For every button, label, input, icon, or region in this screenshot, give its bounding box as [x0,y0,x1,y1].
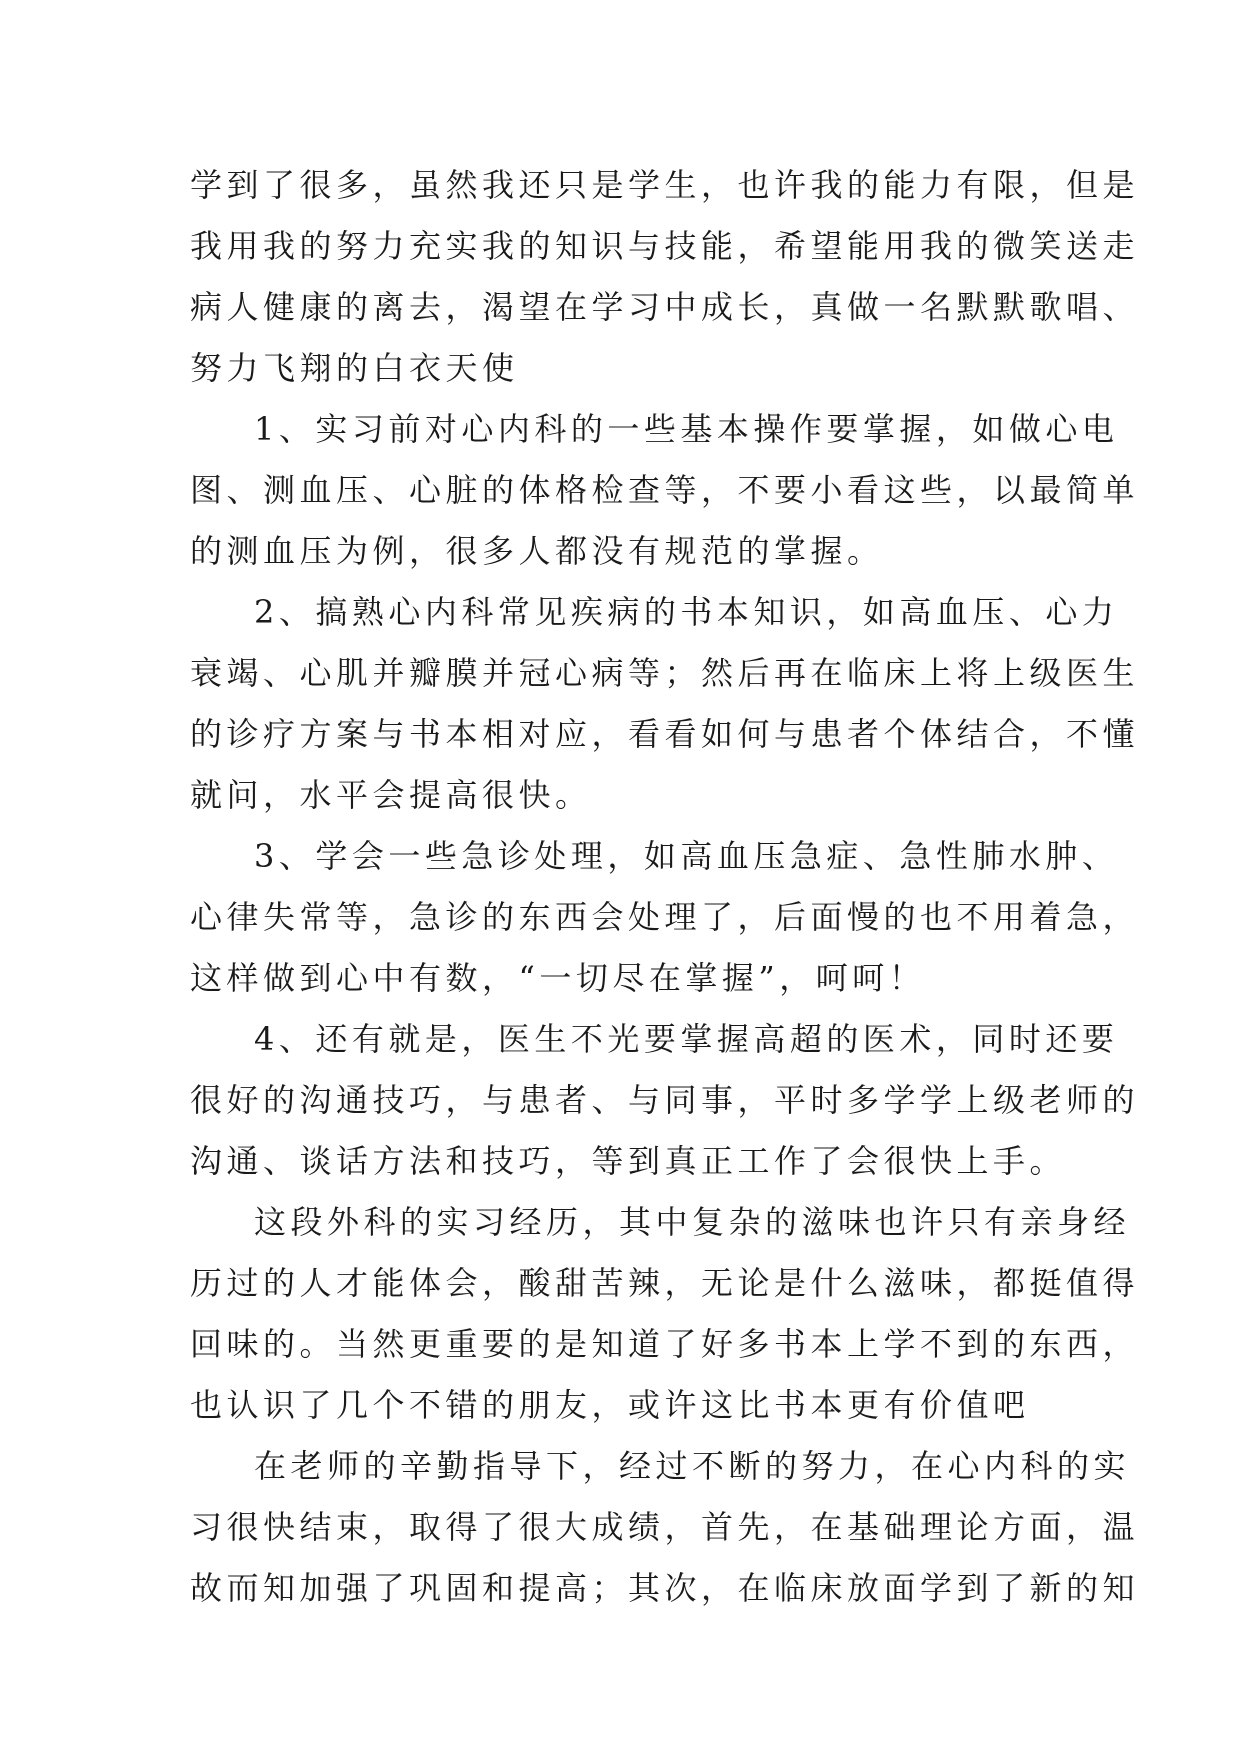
text-line: 沟通、谈话方法和技巧，等到真正工作了会很快上手。 [190,1142,1067,1180]
text-line: 故而知加强了巩固和提高；其次，在临床放面学到了新的知 [190,1569,1140,1607]
text-line: 回味的。当然更重要的是知道了好多书本上学不到的东西， [190,1325,1140,1363]
paragraph-first-line: 在老师的辛勤指导下，经过不断的努力，在心内科的实 [254,1447,1131,1485]
text-line: 图、测血压、心脏的体格检查等，不要小看这些，以最简单 [190,471,1140,509]
text-line: 心律失常等，急诊的东西会处理了，后面慢的也不用着急， [190,898,1140,936]
text-line: 就问，水平会提高很快。 [190,776,592,814]
text-line: 历过的人才能体会，酸甜苦辣，无论是什么滋味，都挺值得 [190,1264,1140,1302]
paragraph-first-line: 2、搞熟心内科常见疾病的书本知识，如高血压、心力 [254,593,1119,631]
text-line: 的测血压为例，很多人都没有规范的掌握。 [190,532,884,570]
document-body [190,155,1140,1619]
text-line: 我用我的努力充实我的知识与技能，希望能用我的微笑送走 [190,227,1140,265]
paragraph-first-line: 1、实习前对心内科的一些基本操作要掌握，如做心电 [254,410,1119,448]
text-line: 这样做到心中有数，“一切尽在掌握”，呵呵！ [190,959,926,997]
text-line: 努力飞翔的白衣天使 [190,349,519,387]
paragraph-first-line: 3、学会一些急诊处理，如高血压急症、急性肺水肿、 [254,837,1119,875]
text-line: 也认识了几个不错的朋友，或许这比书本更有价值吧 [190,1386,1030,1424]
text-line: 衰竭、心肌并瓣膜并冠心病等；然后再在临床上将上级医生 [190,654,1140,692]
paragraph-first-line: 4、还有就是，医生不光要掌握高超的医术，同时还要 [254,1020,1119,1058]
text-line: 很好的沟通技巧，与患者、与同事，平时多学学上级老师的 [190,1081,1140,1119]
paragraph-first-line: 这段外科的实习经历，其中复杂的滋味也许只有亲身经 [254,1203,1131,1241]
text-line: 的诊疗方案与书本相对应，看看如何与患者个体结合，不懂 [190,715,1140,753]
text-line: 习很快结束，取得了很大成绩，首先，在基础理论方面，温 [190,1508,1140,1546]
text-line: 学到了很多，虽然我还只是学生，也许我的能力有限，但是 [190,166,1140,204]
text-line: 病人健康的离去，渴望在学习中成长，真做一名默默歌唱、 [190,288,1140,326]
